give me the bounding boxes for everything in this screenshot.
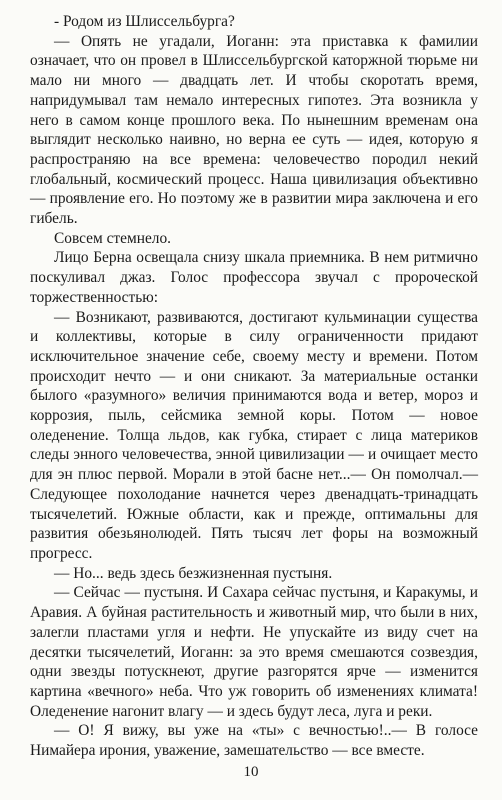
paragraph: Лицо Берна освещала снизу шкала приемника. В нем ритмично поскуливал джаз. Голос профессора звучал с пророческой торжественностью: — [30, 249, 478, 306]
paragraph: Совсем стемнело. — [54, 229, 171, 247]
paragraph: — Но... ведь здесь безжизненная пустыня. — [54, 564, 333, 582]
paragraph: — Сейчас — пустыня. И Сахара сейчас пустыня, и Каракумы, и Аравия. А буйная растительность и животный мир, что были в них, залегли пластами угля и нефти. Не упускайте из виду счет на десятки тысячелетий, Иоганн: за это время смешаются созвездия, одни звезды потускнеют, другие разгорятся ярче — изменится картина «вечного» неба. Что уж говорить об изменениях климата! Оледенение нагонит влагу — и здесь будут леса, луга и реки. — [30, 584, 478, 720]
paragraph: - Родом из Шлиссельбурга? — [54, 13, 235, 30]
paragraph: — Возникают, развиваются, достигают кульминации существа и коллективы, которые в силу ограниченности придают исключительное значение себе, своему месту и времени. Потом происходит нечто — и они сникают. За материальные останки былого «разумного» величия принимаются вода и ветер, мороз и коррозия, пыль, сейсмика земной коры. Потом — новое оледенение. Толща льдов, как губка, стирает с лица материков следы энного человечества, энной цивилизации — и очищает место для эн плюс первой. Морали в этой басне нет...— Он помолчал.— Следующее похолодание начнется через двенадцать-тринадцать тысячелетий. Южные области, как и прежде, оптимальны для развития обезьянолюдей. Пять тысяч лет форы на возможный прогресс. — [30, 308, 478, 562]
paragraph: — О! Я вижу, вы уже на «ты» с вечностью!..— В голосе Нимайера ирония, уважение, замешательство — все вместе. — [30, 722, 478, 760]
page-number: 10 — [243, 764, 259, 780]
paragraph: — Опять не угадали, Иоганн: эта приставка к фамилии означает, что он провел в Шлиссельбургской каторжной тюрьме ни мало ни много — двадцать лет. И чтобы скоротать время, напридумывал там немало интересных гипотез. Эта возникла у него в самом конце прошлого века. По нынешним временам она выглядит несколько наивно, но верна ее суть — идея, которую я распространяю на все времена: человечество породил некий глобальный, космический процесс. Наша цивилизация объективно — проявление его. Но поэтому же в развитии мира заключена и его гибель. — [30, 32, 478, 228]
body-text — [30, 12, 478, 761]
